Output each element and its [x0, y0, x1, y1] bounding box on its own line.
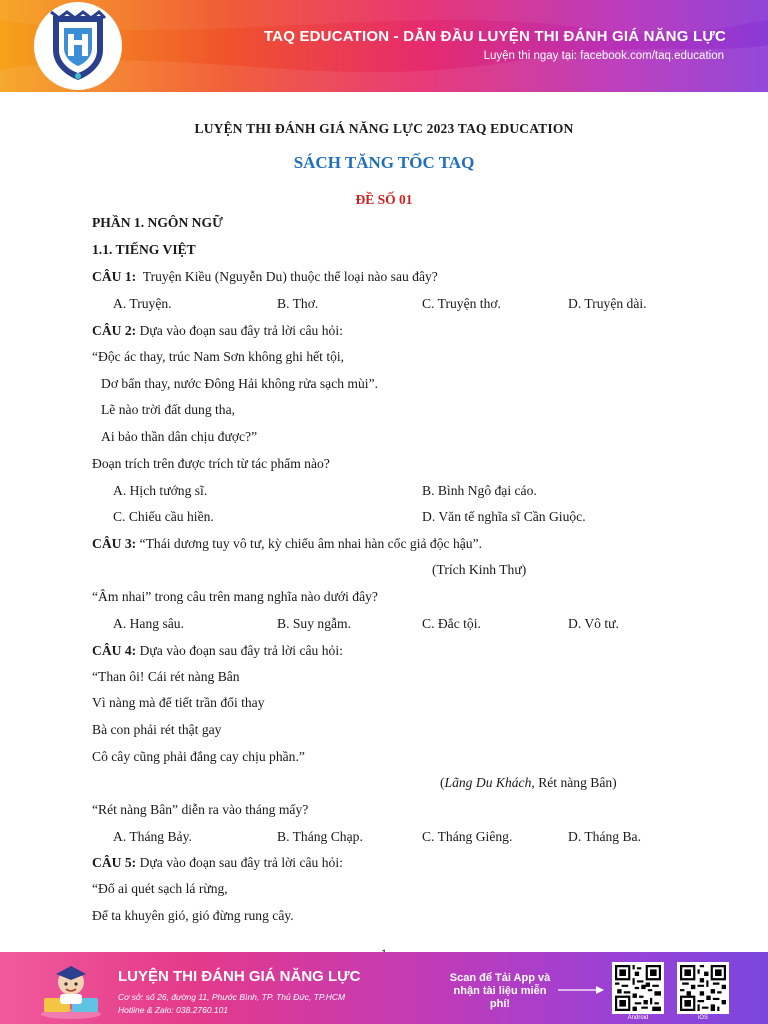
q1-option-d[interactable]: D. Truyện dài. — [568, 296, 647, 311]
q4-passage-line: “Than ôi! Cái rét nàng Bân — [92, 669, 240, 684]
q3-question: “Âm nhai” trong câu trên mang nghĩa nào dưới đây? — [92, 589, 378, 604]
q1-option-c[interactable]: C. Truyện thơ. — [422, 296, 501, 311]
q2-passage-line: Lẽ nào trời đất dung tha, — [101, 402, 236, 417]
q4-passage-line: Bà con phải rét thật gay — [92, 722, 222, 737]
q2-option-a[interactable]: A. Hịch tướng sĩ. — [113, 483, 208, 498]
question-label: CÂU 1: — [92, 269, 137, 284]
student-mascot-icon — [36, 958, 106, 1020]
qr-ios-label: iOS — [697, 1015, 708, 1021]
question-2 — [92, 322, 343, 340]
question-3 — [92, 535, 482, 553]
q3-option-c[interactable]: C. Đắc tội. — [422, 616, 481, 631]
q4-source — [440, 774, 617, 792]
q4-option-a[interactable]: A. Tháng Bảy. — [113, 829, 192, 844]
q4-passage-line: Cô cây cũng phải đắng cay chịu phần.” — [92, 749, 305, 764]
question-label: CÂU 5: — [92, 855, 137, 870]
qr-code-icon — [615, 965, 661, 1011]
book-title: SÁCH TĂNG TỐC TAQ — [293, 153, 475, 172]
qr-code-icon — [680, 965, 726, 1011]
q4-passage-line: Vì nàng mà để tiết trần đổi thay — [92, 695, 265, 710]
question-text: Dựa vào đoạn sau đây trả lời câu hỏi: — [139, 643, 343, 658]
test-number: ĐỀ SỐ 01 — [355, 192, 413, 207]
q2-option-c[interactable]: C. Chiếu cầu hiền. — [113, 509, 214, 524]
qr-code-android[interactable] — [612, 962, 664, 1014]
q4-option-b[interactable]: B. Tháng Chạp. — [277, 829, 363, 844]
q2-option-d[interactable]: D. Văn tế nghĩa sĩ Cần Giuộc. — [422, 509, 586, 524]
q2-question: Đoạn trích trên được trích từ tác phẩm nào? — [92, 456, 330, 471]
q2-option-b[interactable]: B. Bình Ngô đại cáo. — [422, 483, 537, 498]
header-title: TAQ EDUCATION - DẪN ĐẦU LUYỆN THI ĐÁNH GIÁ NĂNG LỰC — [263, 28, 726, 45]
q2-passage-line: “Độc ác thay, trúc Nam Sơn không ghi hết tội, — [92, 349, 345, 364]
qr-android-label: Android — [627, 1015, 649, 1021]
q5-passage-line: Để ta khuyên gió, gió đừng rung cây. — [92, 908, 294, 923]
question-text: Dựa vào đoạn sau đây trả lời câu hỏi: — [139, 323, 343, 338]
section-heading: PHẦN 1. NGÔN NGỮ — [92, 215, 223, 230]
arrow-right-icon — [558, 986, 604, 994]
q1-option-b[interactable]: B. Thơ. — [277, 296, 319, 311]
question-label: CÂU 2: — [92, 323, 137, 338]
source-paren: ( — [440, 775, 445, 790]
q4-option-c[interactable]: C. Tháng Giêng. — [422, 829, 513, 844]
exam-title: LUYỆN THI ĐÁNH GIÁ NĂNG LỰC 2023 TAQ EDUCATION — [194, 121, 574, 136]
source-work: , Rét nàng Bân) — [531, 775, 617, 790]
q3-option-d[interactable]: D. Vô tư. — [568, 616, 619, 631]
q2-passage-line: Dơ bẩn thay, nước Đông Hải không rửa sạch mùi”. — [101, 376, 379, 391]
header-subtitle[interactable]: Luyện thi ngay tại: facebook.com/taq.education — [483, 50, 724, 62]
q2-passage-line: Ai bảo thần dân chịu được?” — [101, 429, 258, 444]
question-label: CÂU 3: — [92, 536, 137, 551]
footer-hotline[interactable]: Hotline & Zalo: 038.2760.101 — [118, 1005, 229, 1015]
question-text: Dựa vào đoạn sau đây trả lời câu hỏi: — [139, 855, 343, 870]
q4-question: “Rét nàng Bân” diễn ra vào tháng mấy? — [92, 802, 309, 817]
footer-scan-text: Scan để Tải App và nhận tài liệu miễn phí! — [449, 972, 551, 1010]
logo-container[interactable] — [34, 2, 122, 90]
footer-banner — [0, 952, 768, 1024]
question-5 — [92, 854, 343, 872]
q3-option-b[interactable]: B. Suy ngẫm. — [277, 616, 352, 631]
question-4 — [92, 642, 343, 660]
q3-option-a[interactable]: A. Hang sâu. — [113, 616, 184, 631]
footer-address: Cơ sở: số 26, đường 11, Phước Bình, TP. Thủ Đức, TP.HCM — [118, 992, 346, 1002]
qr-code-ios[interactable] — [677, 962, 729, 1014]
footer-title: LUYỆN THI ĐÁNH GIÁ NĂNG LỰC — [118, 968, 361, 985]
q4-option-d[interactable]: D. Tháng Ba. — [568, 829, 641, 844]
source-author: Lãng Du Khách — [444, 775, 532, 790]
question-text: “Thái dương tuy vô tư, kỳ chiếu âm nhai hàn cốc giả độc hậu”. — [139, 536, 482, 551]
q1-option-a[interactable]: A. Truyện. — [113, 296, 172, 311]
question-1 — [92, 268, 438, 286]
question-label: CÂU 4: — [92, 643, 137, 658]
header-banner — [0, 0, 768, 92]
subsection-heading: 1.1. TIẾNG VIỆT — [92, 242, 196, 257]
q5-passage-line: “Đố ai quét sạch lá rừng, — [92, 881, 228, 896]
taq-shield-logo-icon — [47, 10, 109, 82]
q3-source: (Trích Kinh Thư) — [432, 562, 527, 577]
question-text: Truyện Kiều (Nguyễn Du) thuộc thể loại nào sau đây? — [142, 269, 438, 284]
